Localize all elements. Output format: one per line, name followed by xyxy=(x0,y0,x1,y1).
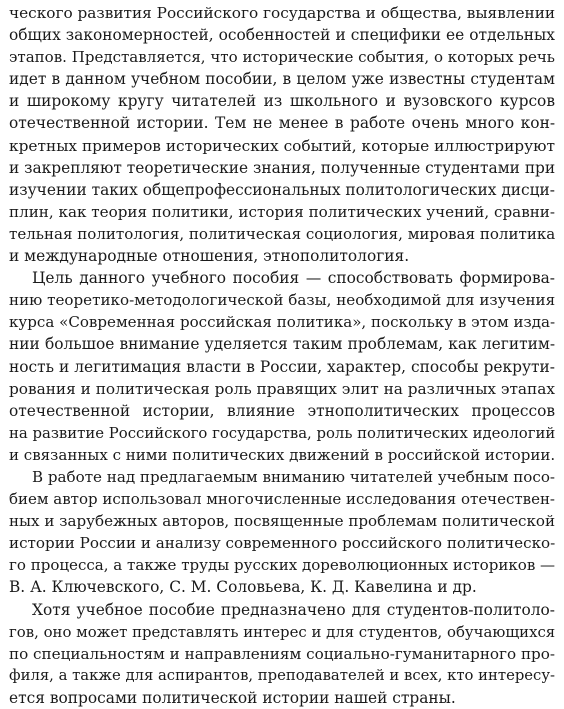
text-line: на развитие Российского государства, роль политических идеологий xyxy=(9,423,556,442)
text-line: идет в данном учебном пособии, в целом уже известны студентам xyxy=(9,70,556,89)
text-line: Хотя учебное пособие предназначено для студентов-политоло- xyxy=(32,600,555,619)
text-line: и связанных с ними политических движений в российской истории. xyxy=(9,445,556,464)
text-line: В. А. Ключевского, С. М. Соловьева, К. Д. Кавелина и др. xyxy=(9,578,477,597)
text-line: гов, оно может представлять интерес и для студентов, обучающихся xyxy=(9,622,556,641)
text-line: и широкому кругу читателей из школьного и вузовского курсов xyxy=(9,92,555,111)
text-line: нию теоретико-методологической базы, необходимой для изучения xyxy=(9,291,556,310)
text-line: Цель данного учебного пособия — способствовать формирова- xyxy=(32,269,555,288)
text-line: общих закономерностей, особенностей и специфики ее отдельных xyxy=(9,26,555,45)
text-line: курса «Современная российская политика», поскольку в этом изда- xyxy=(9,313,556,332)
text-line: плин, как теория политики, история политических учений, сравни- xyxy=(9,202,555,221)
text-line: В работе над предлагаемым вниманию читателей учебным посо- xyxy=(32,467,555,486)
paragraph-4 xyxy=(9,599,555,709)
text-line: истории России и анализу современного российского политическо- xyxy=(9,534,556,553)
text-line: отечественной истории. Тем не менее в работе очень много кон- xyxy=(9,114,556,133)
paragraph-3 xyxy=(9,466,555,599)
text-line: ческого развития Российского государства и общества, выявлении xyxy=(9,4,556,22)
text-line: отечественной истории, влияние этнополитических процессов xyxy=(9,401,555,420)
text-line: этапов. Представляется, что исторические события, о которых речь xyxy=(9,48,555,67)
paragraph-1 xyxy=(9,2,555,267)
text-line: изучении таких общепрофессиональных политологических дисци- xyxy=(9,180,555,199)
text-line: по специальностям и направлениям социально-гуманитарного про- xyxy=(9,644,555,663)
text-line: бием автор использовал многочисленные исследования отечествен- xyxy=(9,490,555,509)
text-line: ность и легитимация власти в России, характер, способы рекрути- xyxy=(9,357,555,376)
text-line: рования и политическая роль правящих элит на различных этапах xyxy=(9,379,555,398)
paragraph-2 xyxy=(9,267,555,466)
text-line: и международные отношения, этнополитология. xyxy=(9,247,410,266)
text-line: ных и зарубежных авторов, посвященные проблемам политической xyxy=(9,512,555,531)
text-line: тельная политология, политическая социология, мировая политика xyxy=(9,224,556,243)
text-line: филя, а также для аспирантов, преподавателей и всех, кто интересу- xyxy=(9,666,556,684)
text-line: и закрепляют теоретические знания, полученные студентами при xyxy=(9,158,556,177)
text-line: го процесса, а также труды русских дореволюционных историков — xyxy=(9,556,556,575)
text-line: нии большое внимание уделяется таким проблемам, как легитим- xyxy=(9,335,556,354)
text-line: кретных примеров исторических событий, которые иллюстрируют xyxy=(9,136,556,155)
text-line: ется вопросами политической истории нашей страны. xyxy=(9,688,456,707)
